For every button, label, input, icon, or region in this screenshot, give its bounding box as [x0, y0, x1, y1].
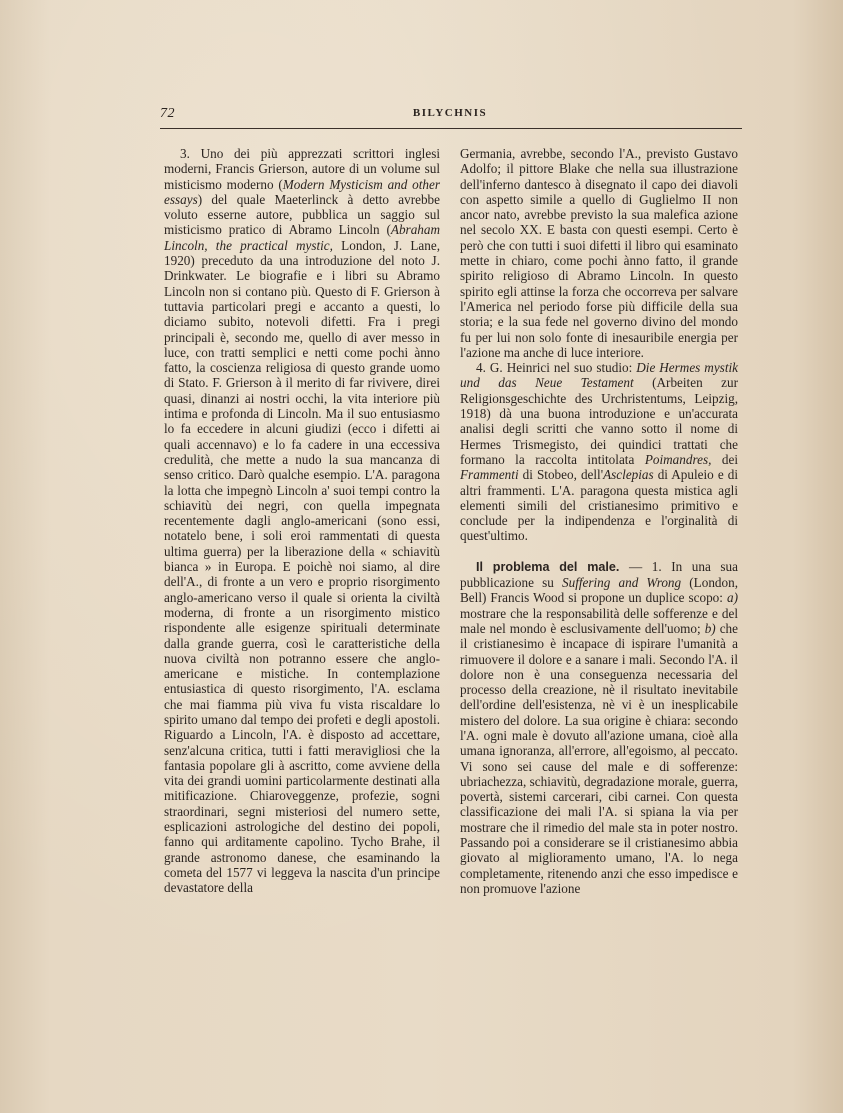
paragraph-problema-del-male: Il problema del male. — 1. In una sua pubblicazione su Suffering and Wrong (London, Bell) Francis Wood si propone un duplice scopo: a) mostrare che la responsabilità delle sofferenze e del male nel mondo è esclusivamente dell'uomo; b) che il cristianesimo è incapace di ispirare l'umanità a rimuovere il dolore e a sanare i mali. Secondo l'A. il dolore non è una conseguenza necessaria del processo della creazione, nè il risultato inevitabile dell'ordine dell'esistenza, nè vi è un inesplicabile mistero del dolore. La sua origine è chiara: secondo l'A. ogni male è dovuto all'azione umana, cioè alla umana ignoranza, all'errore, all'egoismo, al peccato. Vi sono sei cause del male e di sofferenze: ubriachezza, schiavitù, degradazione morale, guerra, povertà, sistemi carcerari, cibi carnei. Con questa classificazione dei mali l'A. si spiana la via per mostrare che il rimedio del male sta in poter nostro. Passando poi a considerare se il cristianesimo abbia giovato al miglioramento umano, l'A. lo nega completamente, ritenendo anzi che esso impedisce e non promuove l'azione: [460, 558, 738, 896]
running-title: BILYCHNIS: [412, 107, 488, 119]
header-rule: [160, 128, 742, 129]
right-column: [460, 146, 738, 896]
paragraph-heinrici: 4. G. Heinrici nel suo studio: Die Hermes mystik und das Neue Testament (Arbeiten zur Religionsgeschichte des Urchristentums, Leipzig, 1918) dà una buona introduzione e un'accurata analisi degli scritti che vanno sotto il nome di Hermes Trismegisto, dei quindici trattati che formano la raccolta intitolata Poimandres, dei Frammenti di Stobeo, dell'Asclepias di Apuleio e di altri frammenti. L'A. paragona questa mistica agli elementi simili del cristianesimo primitivo e conclude per la indipendenza e l'orginalità di quest'ultimo.: [460, 360, 738, 544]
page-number: 72: [160, 106, 175, 121]
page-header: [160, 106, 740, 128]
left-column: [164, 146, 440, 896]
paragraph-grierson: 3. Uno dei più apprezzati scrittori inglesi moderni, Francis Grierson, autore di un volume sul misticismo moderno (Modern Mysticism and other essays) del quale Maeterlinck à detto avrebbe voluto esserne autore, pubblica un saggio sul misticismo pratico di Abramo Lincoln (Abraham Lincoln, the practical mystic, London, J. Lane, 1920) preceduto da una introduzione del noto J. Drinkwater. Le biografie e i libri su Abramo Lincoln non si contano più. Questo di F. Grierson à tuttavia particolari pregi e accanto a questi, lo diciamo subito, notevoli difetti. Fra i pregi principali è, secondo me, quello di aver messo in luce, con tratti semplici e netti come pochi ànno fatto, la coscienza religiosa di questo grande uomo di Stato. F. Grierson à il merito di far rivivere, direi quasi, dinanzi ai nostri occhi, la vita interiore più intima e profonda di Lincoln. Ma il suo entusiasmo lo fa eccedere in alcuni giudizi (ecco i difetti ai quali accennavo) e lo fa cadere in una eccessiva credulità, che mette a nudo la sua mancanza di senso critico. Darò qualche esempio. L'A. paragona la lotta che impegnò Lincoln a' suoi tempi contro la schiavitù dei negri, con quella impegnata recentemente dagli anglo-americani (sono essi, notatelo bene, i soli eroi rammentati di questa ultima guerra) per la liberazione della « schiavitù bianca » in Europa. E poichè noi siamo, al dire dell'A., di fronte a un vero e proprio risorgimento anglo-americano verso il quale si orienta la civiltà moderna, di fronte a un risorgimento mistico rispondente alle esigenze spirituali determinate dalla grande guerra, così le caratteristiche della nuova civiltà non potranno essere che anglo-americane e mistiche. In contemplazione entusiastica di questo risorgimento, l'A. esclama che mai fiamma più viva fu vista riscaldare lo spirito umano dal tempo dei profeti e degli apostoli. Riguardo a Lincoln, l'A. è disposto ad accettare, senz'alcuna critica, tutti i fatti meravigliosi che la fantasia popolare gli à ascritto, come avviene della vita dei grandi uomini particolarmente destinati alla mitificazione. Chiaroveggenze, profezie, sogni straordinari, segni misteriosi del numero sette, esplicazioni astrologiche del destino dei popoli, fanno qui arditamente capolino. Tycho Brahe, il grande astronomo danese, che esaminando la cometa del 1577 vi leggeva la nascita d'un principe devastatore della: [164, 146, 441, 896]
paragraph-grierson-continued: Germania, avrebbe, secondo l'A., previsto Gustavo Adolfo; il pittore Blake che nella sua illustrazione dell'inferno dantesco à disegnato il capo dei diavoli con aspetto simile a quello di Guglielmo II non ancor nato, avrebbe previsto la sua malefica azione nel secolo XX. E basta con questi esempi. Certo è però che con tutti i suoi difetti il libro qui esaminato mette in chiaro, come pochi ànno fatto, il grande spirito religioso di Abramo Lincoln. In questo spirito egli attinse la forza che occorreva per salvare l'America nel periodo forse più difficile della sua storia; e la sua fede nel governo divino del mondo fu per lui non solo fonte di inesauribile energia per l'azione ma anche di luce interiore.: [460, 146, 738, 360]
section-heading: Il problema del male.: [476, 559, 620, 574]
